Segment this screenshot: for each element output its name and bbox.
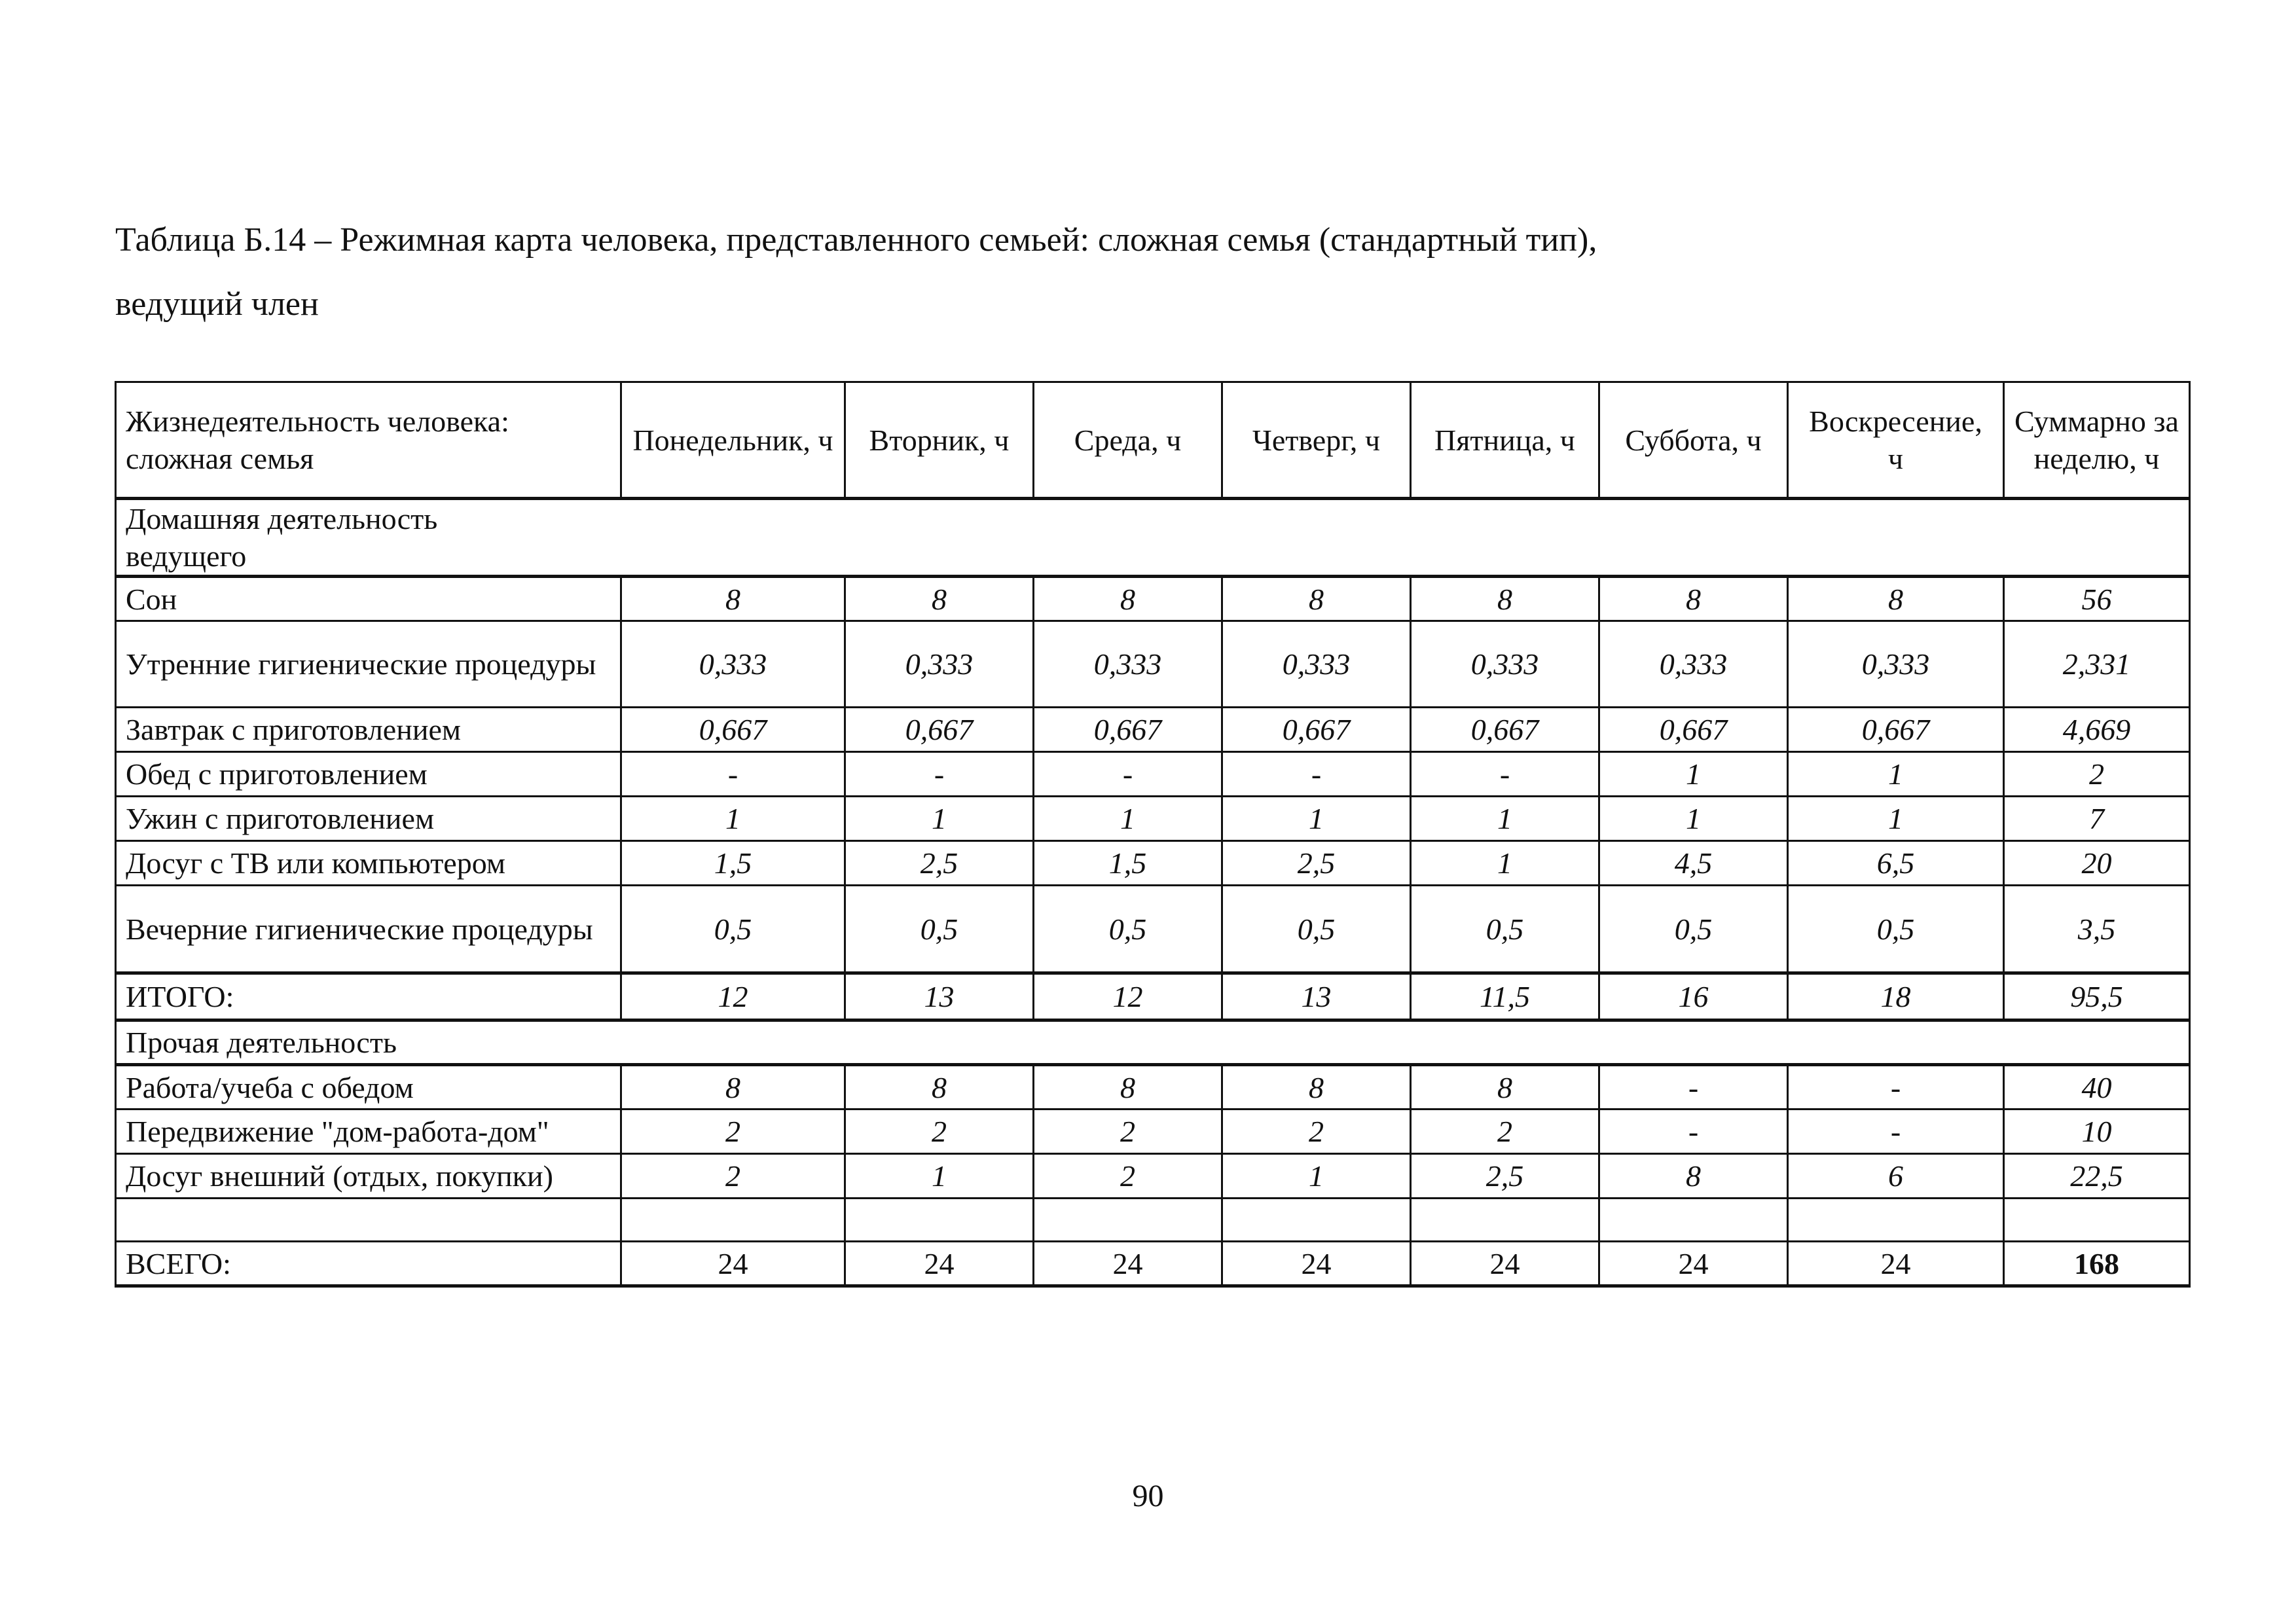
row-label: Обед с приготовлением [116,752,621,797]
cell: 1 [1411,797,1599,841]
row-label: Сон [116,577,621,621]
cell: 0,5 [621,886,845,973]
cell-total: 7 [2004,797,2190,841]
cell-total: 40 [2004,1065,2190,1110]
cell: 6 [1788,1154,2004,1199]
cell: - [621,752,845,797]
empty-cell [621,1199,845,1242]
row-label: Досуг с ТВ или компьютером [116,841,621,886]
cell: 24 [845,1242,1034,1286]
cell: 8 [1411,1065,1599,1110]
caption-line-2: ведущий член [115,285,319,323]
cell: 24 [1411,1242,1599,1286]
section-row [116,1020,2190,1065]
cell: 0,5 [1599,886,1788,973]
cell: 24 [621,1242,845,1286]
section-other: Прочая деятельность [116,1020,2190,1065]
cell: 0,333 [1034,621,1222,708]
table-caption [115,208,2210,336]
row-label: ВСЕГО: [116,1242,621,1286]
cell: 0,667 [1034,708,1222,752]
cell: 0,333 [845,621,1034,708]
header-day: Четверг, ч [1222,382,1411,499]
cell: 1 [621,797,845,841]
section-row [116,499,2190,577]
cell-total: 95,5 [2004,973,2190,1020]
cell: 8 [1222,1065,1411,1110]
cell: 0,333 [1788,621,2004,708]
cell: 8 [1599,577,1788,621]
header-day: Пятница, ч [1411,382,1599,499]
table-row [116,841,2190,886]
table-row [116,708,2190,752]
cell: 24 [1599,1242,1788,1286]
empty-cell [1411,1199,1599,1242]
cell: 0,667 [845,708,1034,752]
cell: 1 [1599,752,1788,797]
cell: - [1222,752,1411,797]
cell: 1,5 [1034,841,1222,886]
row-label: Передвижение "дом-работа-дом" [116,1110,621,1154]
cell: - [1788,1065,2004,1110]
cell: 2 [1222,1110,1411,1154]
header-day: Суббота, ч [1599,382,1788,499]
cell: 1 [1222,1154,1411,1199]
cell-total: 2,331 [2004,621,2190,708]
cell: 1 [1788,797,2004,841]
cell: 8 [1788,577,2004,621]
cell: 1 [1222,797,1411,841]
cell: 1 [845,797,1034,841]
cell: - [1411,752,1599,797]
cell: 0,5 [1411,886,1599,973]
cell: 12 [621,973,845,1020]
section-home [116,499,2190,577]
cell: 0,333 [1411,621,1599,708]
header-activity: Жизнедеятельность человека: сложная семья [116,382,621,499]
empty-cell [2004,1199,2190,1242]
cell: 8 [621,577,845,621]
cell: 8 [1222,577,1411,621]
cell: 8 [1034,577,1222,621]
cell: 2 [845,1110,1034,1154]
table-row [116,1110,2190,1154]
row-label: Вечерние гигиенические процедуры [116,886,621,973]
cell: 6,5 [1788,841,2004,886]
row-label: Завтрак с приготовлением [116,708,621,752]
itogo-row [116,973,2190,1020]
cell: 24 [1222,1242,1411,1286]
cell: 8 [845,1065,1034,1110]
cell: 13 [1222,973,1411,1020]
cell: 8 [1411,577,1599,621]
cell: 18 [1788,973,2004,1020]
cell: - [1788,1110,2004,1154]
row-label: Работа/учеба с обедом [116,1065,621,1110]
cell-total: 10 [2004,1110,2190,1154]
page-number: 90 [1132,1479,1164,1513]
cell: 0,667 [1222,708,1411,752]
empty-cell [1034,1199,1222,1242]
cell-total: 20 [2004,841,2190,886]
row-label: Утренние гигиенические процедуры [116,621,621,708]
cell: 16 [1599,973,1788,1020]
empty-cell [116,1199,621,1242]
table-row [116,1065,2190,1110]
empty-cell [1788,1199,2004,1242]
cell: 2 [621,1110,845,1154]
cell-grand-total: 168 [2004,1242,2190,1286]
vsego-row [116,1242,2190,1286]
header-day: Понедельник, ч [621,382,845,499]
cell-total: 22,5 [2004,1154,2190,1199]
cell: 0,333 [1222,621,1411,708]
table-row [116,1154,2190,1199]
cell: 0,667 [1599,708,1788,752]
header-total: Суммарно за неделю, ч [2004,382,2190,499]
cell: 2,5 [1222,841,1411,886]
caption-line-1: Таблица Б.14 – Режимная карта человека, представленного семьей: сложная семья (стандартный тип), [115,221,1597,259]
cell: 13 [845,973,1034,1020]
cell: 0,333 [621,621,845,708]
cell: 0,5 [1034,886,1222,973]
row-label: Ужин с приготовлением [116,797,621,841]
header-day: Вторник, ч [845,382,1034,499]
row-label: Досуг внешний (отдых, покупки) [116,1154,621,1199]
empty-row [116,1199,2190,1242]
cell: 8 [1599,1154,1788,1199]
table-row [116,886,2190,973]
cell: 4,5 [1599,841,1788,886]
cell: 0,5 [845,886,1034,973]
cell: 1 [1411,841,1599,886]
cell: 24 [1034,1242,1222,1286]
cell: - [1599,1110,1788,1154]
regime-table [115,381,2191,1288]
cell-total: 3,5 [2004,886,2190,973]
cell: 0,5 [1222,886,1411,973]
row-label: ИТОГО: [116,973,621,1020]
empty-cell [1222,1199,1411,1242]
cell: 2 [1411,1110,1599,1154]
cell: 0,667 [1411,708,1599,752]
empty-cell [845,1199,1034,1242]
cell: - [1599,1065,1788,1110]
table-row [116,797,2190,841]
header-row [116,382,2190,499]
cell: 2,5 [845,841,1034,886]
cell: 11,5 [1411,973,1599,1020]
cell: 0,5 [1788,886,2004,973]
cell: 2 [1034,1110,1222,1154]
cell: 1 [1599,797,1788,841]
cell: 1 [1034,797,1222,841]
cell: - [845,752,1034,797]
cell: 1 [845,1154,1034,1199]
cell: 12 [1034,973,1222,1020]
cell: 8 [621,1065,845,1110]
cell: 2 [621,1154,845,1199]
header-day: Воскресение, ч [1788,382,2004,499]
header-day: Среда, ч [1034,382,1222,499]
cell: 0,333 [1599,621,1788,708]
cell: 2 [1034,1154,1222,1199]
cell: 2,5 [1411,1154,1599,1199]
cell: 1 [1788,752,2004,797]
table-row [116,752,2190,797]
table-row [116,577,2190,621]
cell: 8 [1034,1065,1222,1110]
cell: 0,667 [621,708,845,752]
cell: 1,5 [621,841,845,886]
cell: 8 [845,577,1034,621]
empty-cell [1599,1199,1788,1242]
cell-total: 56 [2004,577,2190,621]
section-home-label: Домашняя деятельность ведущего [126,502,438,573]
cell: 0,667 [1788,708,2004,752]
cell-total: 2 [2004,752,2190,797]
cell: - [1034,752,1222,797]
cell: 24 [1788,1242,2004,1286]
cell-total: 4,669 [2004,708,2190,752]
table-row [116,621,2190,708]
